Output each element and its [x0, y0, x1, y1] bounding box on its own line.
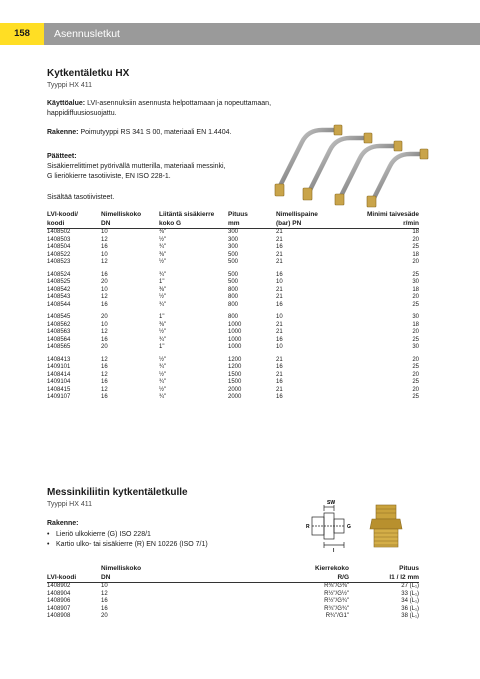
col-header: r/min — [403, 219, 419, 227]
table-header-row — [47, 220, 419, 229]
col-header: koko G — [159, 219, 182, 227]
table-cell: ¾" — [159, 379, 167, 385]
table-cell: 1" — [159, 314, 165, 320]
table-cell: 21 — [276, 371, 283, 378]
product1-title: Kytkentäletku HX — [47, 68, 130, 79]
table-cell: 1408543 — [47, 294, 71, 300]
table-cell: 1408524 — [47, 271, 71, 278]
table-row — [47, 591, 419, 599]
table-row — [47, 229, 419, 237]
ends-text2: G lieriökierre tasotiiviste, EN ISO 228-1. — [47, 173, 171, 180]
table-row — [47, 583, 419, 591]
table-cell: 18 — [412, 286, 419, 293]
table-cell: 20 — [412, 236, 419, 243]
table-cell: 10 — [276, 279, 283, 285]
table-cell: 16 — [101, 379, 108, 385]
table-cell: 1409101 — [47, 364, 71, 370]
table-header-row — [47, 565, 419, 574]
table-cell: R¾"/G¾" — [324, 605, 349, 612]
col-header: Nimelliskoko — [101, 211, 142, 218]
table-cell: 21 — [276, 251, 283, 258]
table-cell: 25 — [412, 379, 419, 385]
product2-structure-label: Rakenne: — [47, 520, 79, 527]
table-cell: 500 — [228, 259, 239, 265]
table-cell: 21 — [276, 321, 283, 328]
table-cell: 1000 — [228, 321, 242, 328]
table-cell: 1408544 — [47, 301, 71, 308]
table-cell: 38 (L₁) — [401, 613, 419, 619]
table-cell: 12 — [101, 329, 108, 335]
table-cell: ⅜" — [159, 251, 167, 258]
table-row — [47, 337, 419, 345]
table-row — [47, 387, 419, 395]
col-header: Minimi taivesäde — [366, 211, 419, 218]
table-cell: ⅜" — [159, 286, 167, 293]
table-cell: 10 — [101, 229, 108, 235]
section-bar — [44, 23, 480, 45]
table-cell: 1408563 — [47, 329, 71, 335]
table-cell: 30 — [412, 344, 419, 350]
table-cell: 1" — [159, 344, 165, 350]
table-row — [47, 322, 419, 330]
table-cell: 1408907 — [47, 605, 71, 612]
table-cell: 1408562 — [47, 321, 71, 328]
table-cell: 1" — [159, 279, 165, 285]
table-cell: 21 — [276, 259, 283, 265]
table-cell: 16 — [101, 598, 108, 604]
table-cell: R⅜"/G⅜" — [324, 583, 349, 589]
table-row — [47, 294, 419, 302]
table-cell: 1408415 — [47, 386, 71, 393]
g-label: G — [347, 524, 351, 530]
ends-text: Sisäkierrelittimet pyörivällä mutterilla, materiaali messinki, — [47, 163, 226, 170]
table-cell: 1500 — [228, 379, 242, 385]
col-header: Liitäntä sisäkierre — [159, 211, 215, 218]
table-cell: 20 — [412, 329, 419, 335]
table-cell: 20 — [412, 356, 419, 363]
table-cell: 300 — [228, 236, 239, 243]
table-cell: 1408413 — [47, 356, 71, 363]
col-header: Pituus — [399, 565, 419, 572]
col-header: R/G — [337, 573, 349, 581]
page-number: 158 — [0, 23, 44, 45]
table-cell: 20 — [101, 613, 108, 619]
table-cell: R¾"/G1" — [325, 613, 349, 619]
table-cell: 1408504 — [47, 244, 71, 250]
col-header: Pituus — [228, 211, 248, 218]
table-cell: 25 — [412, 271, 419, 278]
table-row — [47, 279, 419, 287]
product1-note: Sisältää tasotiivisteet. — [47, 194, 115, 201]
table-cell: 21 — [276, 236, 283, 243]
table-cell: 1200 — [228, 356, 242, 363]
table-cell: 10 — [101, 251, 108, 258]
sw-label: SW — [327, 500, 336, 506]
table-cell: 1408565 — [47, 344, 71, 350]
table-header-row — [47, 574, 419, 583]
table-cell: 16 — [101, 394, 108, 400]
table-row — [47, 329, 419, 337]
table-cell: 1408902 — [47, 583, 71, 589]
table-cell: ½" — [159, 259, 167, 265]
table-cell: 16 — [276, 394, 283, 400]
table-cell: 1408414 — [47, 371, 71, 378]
table-cell: 25 — [412, 394, 419, 400]
table-cell: 500 — [228, 271, 239, 278]
table-cell: 1408908 — [47, 613, 71, 619]
structure-text: Poimutyyppi RS 341 S 00, materiaali EN 1.4404. — [80, 129, 232, 136]
table-cell: 10 — [101, 321, 108, 328]
table-cell: 1500 — [228, 371, 242, 378]
table-cell: 27 (L₁) — [401, 583, 419, 589]
table-cell: 20 — [412, 259, 419, 265]
table-cell: 12 — [101, 371, 108, 378]
fitting-photo — [370, 505, 402, 547]
table-cell: 1408564 — [47, 336, 71, 343]
table-cell: 1000 — [228, 329, 242, 335]
table-cell: 2000 — [228, 394, 242, 400]
structure-label: Rakenne: — [47, 129, 79, 136]
table-cell: 1000 — [228, 336, 242, 343]
table-cell: 30 — [412, 314, 419, 320]
table-row — [47, 344, 419, 352]
table-row — [47, 237, 419, 245]
table-cell: 21 — [276, 329, 283, 335]
table-cell: ⅜" — [159, 321, 167, 328]
table-cell: 18 — [412, 251, 419, 258]
table-cell: 12 — [101, 590, 108, 597]
table-cell: 10 — [101, 286, 108, 293]
table-cell: 30 — [412, 279, 419, 285]
table-cell: 1408523 — [47, 259, 71, 265]
table-cell: 10 — [276, 344, 283, 350]
table-row — [47, 287, 419, 295]
table-cell: 800 — [228, 314, 239, 320]
col-header — [47, 565, 101, 574]
table-cell: 34 (L₁) — [401, 598, 419, 604]
table-row — [47, 259, 419, 267]
table-cell: 33 (L₁) — [401, 590, 419, 597]
table-row — [47, 372, 419, 380]
table-row — [47, 357, 419, 365]
table-cell: 16 — [276, 244, 283, 250]
table-cell: 21 — [276, 356, 283, 363]
table-cell: ¾" — [159, 271, 167, 278]
product2-type: Tyyppi HX 411 — [47, 501, 93, 508]
table-cell: 10 — [101, 583, 108, 589]
table-cell: ¾" — [159, 244, 167, 250]
table-cell: 16 — [101, 364, 108, 370]
table-cell: 20 — [412, 371, 419, 378]
table-cell: ¾" — [159, 394, 167, 400]
table-cell: ⅜" — [159, 229, 167, 235]
table-row — [47, 244, 419, 252]
table-cell: 16 — [101, 271, 108, 278]
table-cell: 25 — [412, 336, 419, 343]
col-header: koodi — [47, 219, 65, 227]
table-cell: 12 — [101, 386, 108, 393]
table-cell: ½" — [159, 236, 167, 243]
table-cell: 12 — [101, 259, 108, 265]
table-cell: 16 — [101, 336, 108, 343]
table-cell: 12 — [101, 356, 108, 363]
hose-table — [47, 211, 419, 402]
table-cell: 16 — [276, 301, 283, 308]
table-cell: 20 — [412, 294, 419, 300]
r-label: R — [306, 524, 310, 530]
table-cell: 1409107 — [47, 394, 71, 400]
table-cell: 1408525 — [47, 279, 71, 285]
table-cell: 2000 — [228, 386, 242, 393]
table-cell: 1408906 — [47, 598, 71, 604]
col-header: mm — [228, 219, 240, 227]
table-cell: R½"/G¾" — [324, 598, 349, 604]
table-cell: 1200 — [228, 364, 242, 370]
table-cell: 1408545 — [47, 314, 71, 320]
table-cell: 21 — [276, 286, 283, 293]
table-cell: 25 — [412, 244, 419, 250]
l-label: l — [333, 548, 335, 553]
table-cell: 18 — [412, 229, 419, 235]
table-cell: 12 — [101, 294, 108, 300]
col-header: Nimellispaine — [276, 211, 318, 218]
table-cell: 1000 — [228, 344, 242, 350]
table-cell: 16 — [276, 364, 283, 370]
col-header: Nimelliskoko — [101, 565, 142, 572]
col-header: LVI-koodi — [47, 573, 77, 581]
table-cell: 25 — [412, 364, 419, 370]
table-cell: 300 — [228, 244, 239, 250]
table-cell: 20 — [412, 386, 419, 393]
list-item: • Lieriö ulkokierre (G) ISO 228/1 — [47, 530, 208, 540]
table-cell: 25 — [412, 301, 419, 308]
table-row — [47, 364, 419, 372]
table-cell: 300 — [228, 229, 239, 235]
fitting-table — [47, 565, 419, 621]
table-cell: 16 — [101, 301, 108, 308]
table-cell: 16 — [276, 379, 283, 385]
table-cell: 20 — [101, 344, 108, 350]
col-header: (bar) PN — [276, 219, 302, 227]
table-cell: 20 — [101, 314, 108, 320]
col-header: LVI-koodi/ — [47, 211, 78, 218]
ends-label: Päätteet: — [47, 153, 77, 160]
product1-structure — [47, 128, 231, 138]
product1-usage — [47, 99, 287, 119]
table-cell: 18 — [412, 321, 419, 328]
table-cell: 16 — [101, 244, 108, 250]
table-cell: 21 — [276, 294, 283, 300]
table-cell: 21 — [276, 386, 283, 393]
table-cell: 1408522 — [47, 251, 71, 258]
usage-text: LVI-asennuksiin asennusta helpottamaan ja nopeuttamaan, — [87, 100, 272, 107]
table-cell: 500 — [228, 251, 239, 258]
product1-type: Tyyppi HX 411 — [47, 82, 93, 89]
table-row — [47, 302, 419, 310]
table-row — [47, 613, 419, 621]
table-cell: ½" — [159, 371, 167, 378]
table-cell: 21 — [276, 229, 283, 235]
table-cell: ½" — [159, 386, 167, 393]
table-row — [47, 394, 419, 402]
product2-bullets — [47, 530, 208, 550]
fitting-diagram — [298, 499, 424, 553]
table-cell: 16 — [276, 336, 283, 343]
usage-text2: happidiffuusiosuojattu. — [47, 110, 117, 117]
table-cell: 1409104 — [47, 379, 71, 385]
product1-ends — [47, 152, 287, 182]
table-cell: 800 — [228, 301, 239, 308]
table-cell: ½" — [159, 329, 167, 335]
table-cell: 500 — [228, 279, 239, 285]
table-row — [47, 272, 419, 280]
table-cell: ¾" — [159, 336, 167, 343]
table-cell: 20 — [101, 279, 108, 285]
table-cell: 800 — [228, 286, 239, 293]
hose-image — [272, 116, 430, 208]
col-header: DN — [101, 219, 111, 227]
table-header-row — [47, 211, 419, 220]
col-header: l1 / l2 mm — [389, 573, 419, 581]
table-row — [47, 606, 419, 614]
table-cell: 12 — [101, 236, 108, 243]
table-row — [47, 252, 419, 260]
table-cell: 16 — [276, 271, 283, 278]
col-header: DN — [101, 573, 111, 581]
table-cell: 1408503 — [47, 236, 71, 243]
table-cell: R½"/G½" — [324, 590, 349, 597]
product2-title: Messinkiliitin kytkentäletkulle — [47, 487, 188, 498]
table-cell: ¾" — [159, 301, 167, 308]
table-cell: 10 — [276, 314, 283, 320]
table-cell: 16 — [101, 605, 108, 612]
table-cell: 36 (L₁) — [401, 605, 419, 612]
list-item: • Kartio ulko- tai sisäkierre (R) EN 10226 (ISO 7/1) — [47, 540, 208, 550]
table-cell: 1408904 — [47, 590, 71, 597]
usage-label: Käyttöalue: — [47, 100, 86, 107]
table-cell: ½" — [159, 356, 167, 363]
table-cell: 1408542 — [47, 286, 71, 293]
table-row — [47, 314, 419, 322]
table-cell: ½" — [159, 294, 167, 300]
table-row — [47, 379, 419, 387]
table-cell: 800 — [228, 294, 239, 300]
table-cell: ¾" — [159, 364, 167, 370]
table-row — [47, 598, 419, 606]
table-cell: 1408502 — [47, 229, 71, 235]
page-header — [0, 23, 480, 45]
col-header: Kierrekoko — [315, 565, 349, 572]
section-title: Asennusletkut — [54, 28, 120, 40]
